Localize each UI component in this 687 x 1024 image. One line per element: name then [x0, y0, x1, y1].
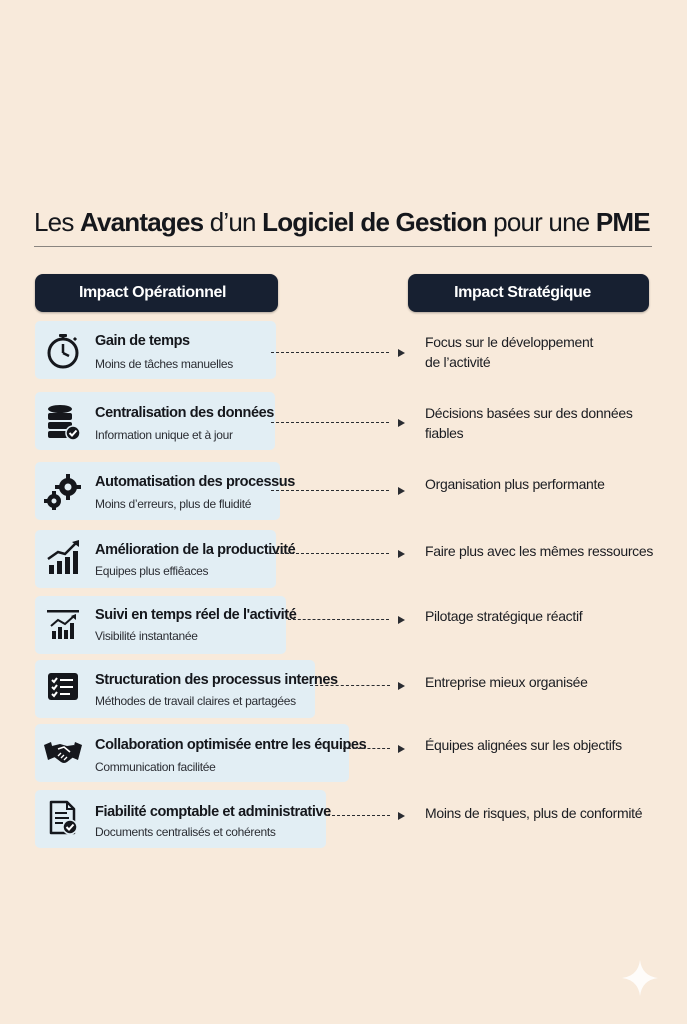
sparkle-icon [620, 958, 660, 998]
benefit-subtitle: Information unique et à jour [95, 428, 233, 442]
impact-text: Faire plus avec les mêmes ressources [425, 543, 654, 559]
arrow-icon [398, 487, 405, 495]
handshake-icon [43, 732, 83, 772]
arrow-icon [398, 349, 405, 357]
title-part: Les [34, 207, 80, 237]
document-check-icon [43, 798, 83, 838]
benefit-row [0, 724, 687, 788]
benefit-row [0, 462, 687, 526]
benefit-subtitle: Moins d’erreurs, plus de fluidité [95, 497, 252, 511]
database-check-icon [43, 402, 83, 442]
header-strategic-label: Impact Stratégique [454, 284, 591, 301]
benefit-row [0, 660, 687, 724]
dashboard-chart-icon [43, 604, 83, 644]
benefit-subtitle: Visibilité instantanée [95, 629, 198, 643]
connector-line [271, 490, 389, 491]
header-strategic [408, 274, 649, 312]
title-part: d’un [203, 207, 263, 237]
checklist-icon [43, 667, 83, 707]
impact-text: Organisation plus performante [425, 476, 605, 492]
benefit-subtitle: Moins de tâches manuelles [95, 357, 233, 371]
impact-text: Moins de risques, plus de conformité [425, 805, 643, 821]
growth-chart-icon [43, 537, 83, 577]
benefit-title: Fiabilité comptable et administrative [95, 804, 331, 820]
benefit-title: Amélioration de la productivité [95, 542, 296, 558]
title-divider [34, 246, 652, 247]
header-operational [35, 274, 278, 312]
title-part: PME [595, 207, 650, 237]
benefit-subtitle: Equipes plus effiêaces [95, 564, 209, 578]
impact-text: Entreprise mieux organisée [425, 674, 588, 690]
benefit-title: Structuration des processus internes [95, 672, 338, 688]
benefit-subtitle: Méthodes de travail claires et partagées [95, 694, 296, 708]
arrow-icon [398, 550, 405, 558]
connector-line [271, 553, 389, 554]
connector-line [288, 619, 389, 620]
connector-line [271, 352, 389, 353]
benefit-row [0, 530, 687, 594]
connector-line [271, 422, 389, 423]
connector-line [310, 685, 390, 686]
benefit-row [0, 392, 687, 456]
benefit-title: Automatisation des processus [95, 474, 295, 490]
impact-text: Équipes alignées sur les objectifs [425, 737, 622, 753]
benefit-title: Collaboration optimisée entre les équipes [95, 737, 367, 753]
benefit-title: Centralisation des données [95, 405, 274, 421]
gears-icon [43, 471, 83, 511]
impact-text: Pilotage stratégique réactif [425, 608, 583, 624]
title-part: pour une [486, 207, 596, 237]
stopwatch-icon [43, 331, 83, 371]
benefit-row [0, 790, 687, 854]
impact-text: Décisions basées sur des données fiables [425, 405, 633, 441]
benefit-title: Suivi en temps réel de l'activité [95, 607, 297, 623]
arrow-icon [398, 745, 405, 753]
impact-text: Focus sur le développement de l’activité [425, 334, 594, 370]
benefit-title: Gain de temps [95, 333, 190, 349]
benefit-row [0, 321, 687, 385]
arrow-icon [398, 812, 405, 820]
arrow-icon [398, 616, 405, 624]
connector-line [327, 815, 390, 816]
benefit-subtitle: Documents centralisés et cohérents [95, 825, 276, 839]
title-part: Avantages [79, 207, 204, 237]
arrow-icon [398, 682, 405, 690]
title-part: Logiciel de Gestion [262, 207, 487, 237]
page-title [34, 207, 654, 238]
benefit-subtitle: Communication facilitée [95, 760, 216, 774]
arrow-icon [398, 419, 405, 427]
header-operational-label: Impact Opérationnel [78, 284, 227, 301]
benefit-row [0, 596, 687, 660]
connector-line [343, 748, 390, 749]
